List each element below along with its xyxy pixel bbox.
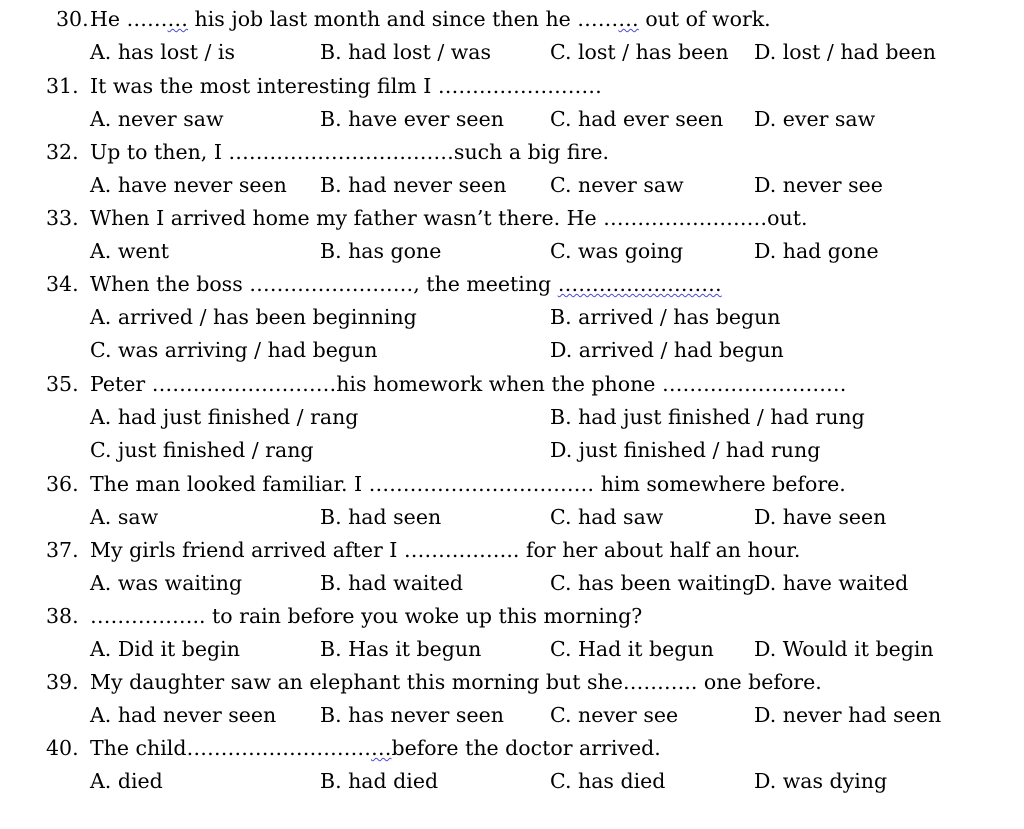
question-number: 40. [46, 736, 79, 760]
stem-text: …… [126, 7, 168, 31]
question-number: 38. [46, 604, 79, 628]
answer-option: C. lost / has been [550, 40, 729, 64]
answer-option: B. had seen [320, 505, 442, 529]
answer-option: C. never see [550, 703, 679, 727]
answer-option: C. was going [550, 239, 684, 263]
question-stem [90, 142, 609, 163]
question-number: 31. [46, 74, 79, 98]
question-number: 39. [46, 670, 79, 694]
question-stem [90, 208, 807, 229]
stem-text: …… [577, 7, 619, 31]
answer-option: A. had just finished / rang [90, 405, 359, 429]
answer-option: D. Would it begin [754, 637, 934, 661]
answer-option: D. never had seen [754, 703, 942, 727]
answer-option: C. had ever seen [550, 107, 724, 131]
answer-option: C. was arriving / had begun [90, 338, 378, 362]
answer-option: B. had lost / was [320, 40, 492, 64]
stem-text: My girls friend arrived after I …………….. for her about half an hour. [90, 538, 801, 562]
answer-option: A. went [90, 239, 169, 263]
stem-text: It was the most interesting film I …………………… [90, 74, 602, 98]
question-number: 36. [46, 472, 79, 496]
question-stem [90, 540, 800, 561]
question-stem [90, 738, 661, 759]
question-number: 34. [46, 272, 79, 296]
stem-text: The child……………………… [90, 736, 371, 760]
answer-option: C. has died [550, 769, 666, 793]
answer-option: B. arrived / has begun [550, 305, 781, 329]
answer-option: D. just finished / had rung [550, 438, 821, 462]
answer-option: A. has lost / is [90, 40, 235, 64]
stem-text: before the doctor arrived. [391, 736, 661, 760]
stem-text: Up to then, I ……………………………such a big fire. [90, 140, 610, 164]
stem-text: …………….. to rain before you woke up this morning? [90, 604, 643, 628]
answer-option: A. have never seen [90, 173, 287, 197]
stem-text: Peter ………………………his homework when the phone ……………………… [90, 372, 847, 396]
answer-option: B. had died [320, 769, 439, 793]
stem-text: My daughter saw an elephant this morning but she……….. one before. [90, 670, 822, 694]
question-stem [90, 374, 846, 395]
spellcheck-underlined-text: … [167, 7, 189, 31]
question-stem [90, 474, 846, 495]
answer-option: C. never saw [550, 173, 684, 197]
answer-option: D. have waited [754, 571, 909, 595]
answer-option: C. had saw [550, 505, 664, 529]
question-number: 35. [46, 372, 79, 396]
answer-option: C. Had it begun [550, 637, 714, 661]
stem-text: his job last month and since then he [188, 7, 578, 31]
answer-option: A. arrived / has been beginning [90, 305, 417, 329]
answer-option: B. had never seen [320, 173, 507, 197]
answer-option: D. never see [754, 173, 883, 197]
question-stem [90, 606, 642, 627]
answer-option: D. have seen [754, 505, 887, 529]
answer-option: A. died [90, 769, 163, 793]
question-stem [90, 9, 771, 30]
answer-option: A. Did it begin [90, 637, 240, 661]
question-number: 32. [46, 140, 79, 164]
answer-option: B. Has it begun [320, 637, 482, 661]
answer-option: D. had gone [754, 239, 879, 263]
stem-text: He [90, 7, 127, 31]
answer-option: A. was waiting [90, 571, 243, 595]
answer-option: B. has gone [320, 239, 442, 263]
question-stem [90, 76, 602, 97]
answer-option: B. had just finished / had rung [550, 405, 865, 429]
answer-option: D. lost / had been [754, 40, 936, 64]
answer-option: D. arrived / had begun [550, 338, 784, 362]
answer-option: B. had waited [320, 571, 463, 595]
answer-option: B. has never seen [320, 703, 504, 727]
answer-option: A. saw [90, 505, 159, 529]
question-stem [90, 274, 722, 295]
spellcheck-underlined-text: … [370, 736, 392, 760]
answer-option: A. had never seen [90, 703, 277, 727]
answer-option: C. has been waiting [550, 571, 755, 595]
spellcheck-underlined-text: …………………… [557, 272, 722, 296]
stem-text: The man looked familiar. I …………………………… him somewhere before. [90, 472, 846, 496]
answer-option: D. was dying [754, 769, 888, 793]
answer-option: D. ever saw [754, 107, 876, 131]
stem-text: When the boss ……………………, the meeting [90, 272, 558, 296]
answer-option: C. just finished / rang [90, 438, 314, 462]
answer-option: B. have ever seen [320, 107, 504, 131]
stem-text: When I arrived home my father wasn’t there. He ……………………out. [90, 206, 808, 230]
question-stem [90, 672, 822, 693]
spellcheck-underlined-text: … [618, 7, 639, 31]
stem-text: out of work. [638, 7, 771, 31]
answer-option: A. never saw [90, 107, 224, 131]
question-number: 30. [56, 7, 89, 31]
question-number: 33. [46, 206, 79, 230]
question-number: 37. [46, 538, 79, 562]
